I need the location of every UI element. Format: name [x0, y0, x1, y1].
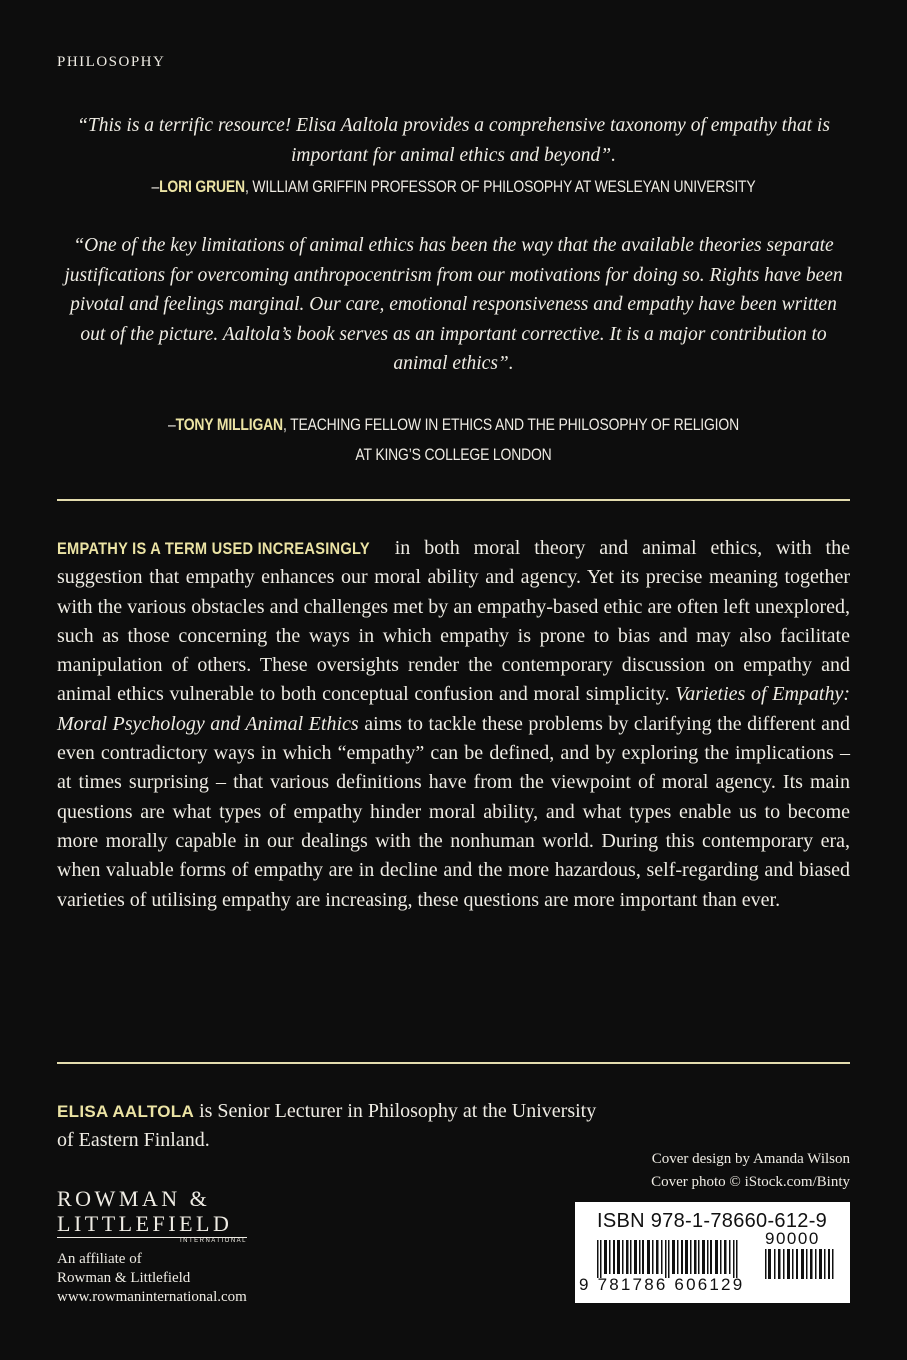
publisher-name-line1: ROWMAN &: [57, 1186, 211, 1211]
ean-barcode-bars: [597, 1240, 747, 1278]
barcode-digits: 9 781786 606129: [579, 1275, 745, 1294]
addon-barcode-bars: [765, 1249, 835, 1279]
quote-2-title: , TEACHING FELLOW IN ETHICS AND THE PHILOSOPHY OF RELIGION: [282, 415, 739, 434]
price-code: 90000: [765, 1229, 820, 1248]
quote-1-author: LORI GRUEN: [159, 177, 245, 196]
author-bio: [57, 1097, 617, 1156]
publisher-website: www.rowmaninternational.com: [57, 1289, 247, 1305]
publisher-name-line2: LITTLEFIELD: [57, 1211, 233, 1236]
publisher-logo: [57, 1186, 247, 1244]
book-description: [57, 534, 850, 915]
affiliate-line2: Rowman & Littlefield: [57, 1270, 191, 1286]
quote-1-text: “This is a terrific resource! Elisa Aaltola provides a comprehensive taxonomy of empathy that is important for animal ethics and beyond”.: [77, 115, 830, 166]
divider-top: [57, 499, 850, 501]
cover-photo-credit: Cover photo © iStock.com/Binty: [651, 1174, 850, 1190]
author-bio-text: is Senior Lecturer in Philosophy at the University of Eastern Finland.: [57, 1100, 597, 1152]
publisher-subtitle: INTERNATIONAL: [179, 1238, 247, 1244]
isbn-barcode: [575, 1202, 850, 1303]
quote-2-dash: –: [168, 415, 176, 434]
quote-2-author: TONY MILLIGAN: [175, 415, 283, 434]
isbn-number: ISBN 978-1-78660-612-9: [597, 1210, 828, 1232]
book-title: Varieties of Empathy: Moral Psychology and Animal Ethics: [57, 683, 850, 735]
divider-bottom: [57, 1062, 850, 1064]
affiliate-line1: An affiliate of: [57, 1251, 142, 1267]
description-lead: EMPATHY IS A TERM USED INCREASINGLY: [57, 539, 370, 558]
description-part-1: in both moral theory and animal ethics, with the suggestion that empathy enhances our moral ability and agency. Yet its precise meaning together with the various obstacles and challenges met by an empathy-based ethic are often left unexplored, such as those concerning the ways in which empathy is prone to bias and may also facilitate manipulation of others. These oversights render the contemporary discussion on empathy and animal ethics vulnerable to both conceptual confusion and moral simplicity.: [57, 537, 850, 706]
author-name: ELISA AALTOLA: [57, 1102, 195, 1121]
quote-2-attribution: [128, 410, 778, 470]
description-part-2: aims to tackle these problems by clarifying the different and even contradictory ways in which “empathy” can be defined, and by exploring the implications – at times surprising – that various definitions have from the viewpoint of moral agency. Its main questions are what types of empathy hinder moral ability, and what types enable us to become more morally capable in our dealings with the nonhuman world. During this contemporary era, when valuable forms of empathy are in decline and the more hazardous, self-regarding and biased varieties of utilising empathy are increasing, these questions are more important than ever.: [57, 712, 850, 911]
publisher-affiliate: [57, 1250, 247, 1307]
quote-1-dash: –: [151, 177, 160, 196]
quote-1-attribution: [128, 172, 778, 202]
cover-credits: [651, 1148, 850, 1194]
quote-1-title: , WILLIAM GRIFFIN PROFESSOR OF PHILOSOPHY AT WESLEYAN UNIVERSITY: [244, 177, 756, 196]
quote-2-text: “One of the key limitations of animal ethics has been the way that the available theories separate justifications for overcoming anthropocentrism from our motivations for doing so. Rights have been pivotal and feelings marginal. Our care, emotional responsiveness and empathy have been written out of the picture. Aaltola’s book serves as an important corrective. It is a major contribution to animal ethics”.: [64, 235, 843, 374]
category-label: PHILOSOPHY: [57, 54, 166, 70]
cover-design-credit: Cover design by Amanda Wilson: [651, 1151, 850, 1167]
quote-2-title-line2: AT KING’S COLLEGE LONDON: [355, 445, 552, 464]
